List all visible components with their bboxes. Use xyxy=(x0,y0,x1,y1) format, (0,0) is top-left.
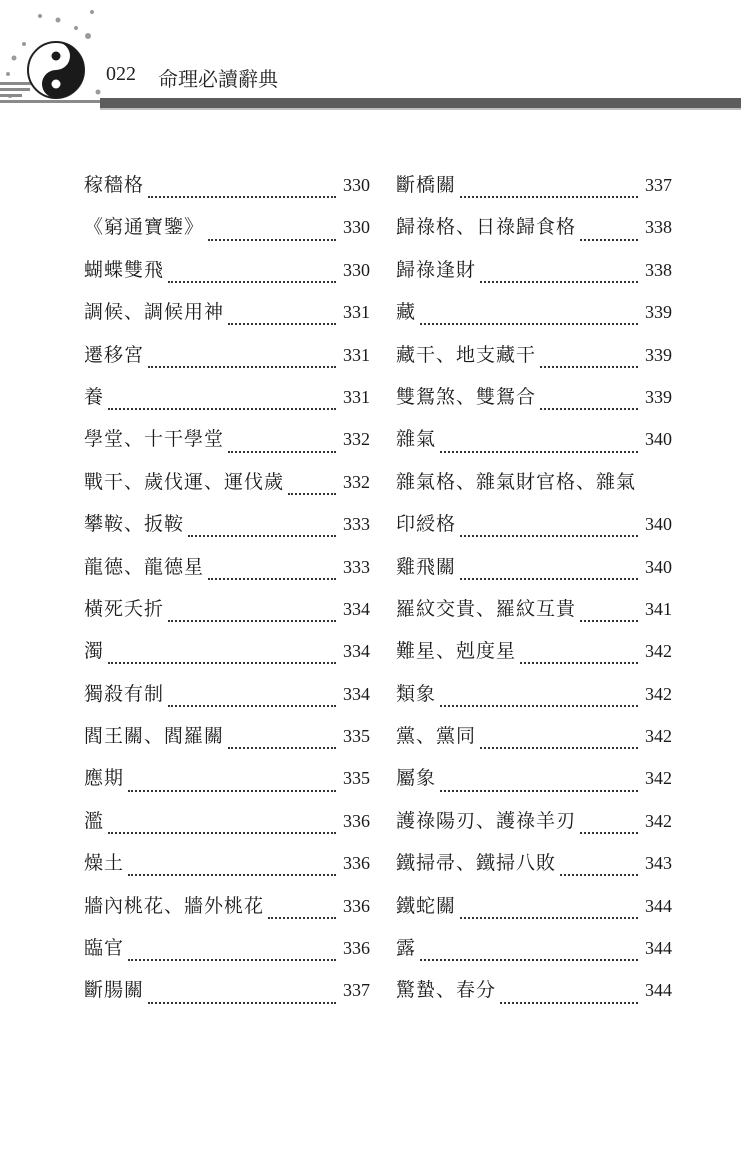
toc-entry-page: 342 xyxy=(645,641,672,662)
toc-entry-page: 339 xyxy=(645,302,672,323)
dot-leader xyxy=(460,535,638,537)
toc-entry xyxy=(396,170,672,212)
toc-entry-page: 337 xyxy=(645,175,672,195)
toc-entry xyxy=(84,636,370,678)
toc-entry xyxy=(396,679,672,721)
dot-leader xyxy=(560,874,638,876)
toc-entry-page: 342 xyxy=(645,768,672,789)
dot-leader xyxy=(268,917,336,919)
dot-leader xyxy=(480,747,638,749)
toc-entry-page: 339 xyxy=(645,386,672,407)
dot-leader xyxy=(108,662,336,664)
toc-entry-title: 應期 xyxy=(84,767,125,790)
toc-entry-page: 330 xyxy=(343,217,370,238)
toc-entry-page: 333 xyxy=(343,514,370,535)
toc-entry-page: 332 xyxy=(343,471,370,492)
dot-leader xyxy=(480,281,638,283)
toc-entry-title: 牆內桃花、牆外桃花 xyxy=(84,894,265,917)
toc-entry-title: 斷腸關 xyxy=(84,979,145,1002)
dot-leader xyxy=(540,366,638,368)
toc-entry xyxy=(396,424,672,466)
toc-entry-page: 336 xyxy=(343,853,370,874)
toc-entry xyxy=(396,806,672,848)
toc-entry xyxy=(396,509,672,551)
toc-entry-title: 印綬格 xyxy=(396,513,457,536)
toc-entry-title: 龍德、龍德星 xyxy=(84,555,205,578)
toc-entry-page: 334 xyxy=(343,683,370,704)
toc-entry xyxy=(84,594,370,636)
toc-entry-page: 330 xyxy=(343,259,370,280)
toc-entry xyxy=(84,721,370,763)
toc-entry xyxy=(396,552,672,594)
toc-entry-page: 336 xyxy=(343,810,370,831)
toc-entry xyxy=(396,297,672,339)
toc-entry-title: 閻王關、閻羅關 xyxy=(84,725,225,748)
toc-entry xyxy=(396,594,672,636)
toc-entry-page: 340 xyxy=(645,514,672,535)
dot-leader xyxy=(128,790,336,792)
toc-entry-title: 歸祿逢財 xyxy=(396,258,477,281)
toc-entry xyxy=(84,170,370,212)
dot-leader xyxy=(108,408,336,410)
dot-leader xyxy=(228,451,336,453)
toc-entry-page: 339 xyxy=(645,344,672,365)
dot-leader xyxy=(168,705,336,707)
toc-entry-title: 黨、黨同 xyxy=(396,725,477,748)
toc-entry-page: 335 xyxy=(343,726,370,747)
toc-entry-page: 336 xyxy=(343,895,370,916)
dot-leader xyxy=(148,196,336,198)
toc-entry-page: 342 xyxy=(645,683,672,704)
dot-leader xyxy=(128,874,336,876)
book-title: 命理必讀辭典 xyxy=(158,67,278,91)
toc-entry-title: 稼穡格 xyxy=(84,174,145,196)
toc-entry-title: 橫死夭折 xyxy=(84,597,165,620)
toc-entry-title: 鐵掃帚、鐵掃八敗 xyxy=(396,852,557,875)
header-decoration xyxy=(0,0,741,120)
toc-entry-page: 342 xyxy=(645,810,672,831)
toc-entry-title: 濁 xyxy=(84,640,105,663)
dot-leader xyxy=(500,1002,638,1004)
toc-entry xyxy=(84,848,370,890)
toc-entry xyxy=(84,891,370,933)
toc-entry-title: 雞飛關 xyxy=(396,555,457,578)
dot-leader xyxy=(288,493,336,495)
toc-entry xyxy=(396,933,672,975)
toc-entry-title: 類象 xyxy=(396,682,437,705)
toc-entry xyxy=(396,382,672,424)
dot-leader xyxy=(460,578,638,580)
toc-entry xyxy=(396,975,672,1017)
toc-entry-title: 羅紋交貴、羅紋互貴 xyxy=(396,597,577,620)
toc-entry xyxy=(396,212,672,254)
toc-entry-title: 攀鞍、扳鞍 xyxy=(84,513,185,536)
dot-leader xyxy=(208,578,336,580)
toc-entry xyxy=(396,721,672,763)
dot-leader xyxy=(168,620,336,622)
dot-leader xyxy=(580,239,638,241)
dot-leader xyxy=(460,196,638,198)
dot-leader xyxy=(440,790,638,792)
toc-right-column xyxy=(396,170,672,1018)
toc-entry-page: 342 xyxy=(645,726,672,747)
toc-entry-page: 340 xyxy=(645,429,672,450)
dot-leader xyxy=(188,535,336,537)
toc-entry-page: 344 xyxy=(645,980,672,1001)
toc-entry-title: 調候、調候用神 xyxy=(84,301,225,324)
toc-entry-title: 燥土 xyxy=(84,852,125,875)
toc-entry-title: 藏 xyxy=(396,301,417,324)
page-number: 022 xyxy=(106,63,136,85)
toc-entry xyxy=(84,552,370,594)
toc-entry-page: 334 xyxy=(343,641,370,662)
toc-entry-page: 344 xyxy=(645,895,672,916)
toc-entry-title: 濫 xyxy=(84,809,105,832)
toc-entry-page: 337 xyxy=(343,980,370,1001)
toc-entry xyxy=(84,679,370,721)
toc-entry-title: 戰干、歲伐運、運伐歲 xyxy=(84,470,285,493)
dot-leader xyxy=(108,832,336,834)
toc-entry xyxy=(396,891,672,933)
dot-leader xyxy=(540,408,638,410)
dot-leader xyxy=(168,281,336,283)
toc-entry-title: 驚蟄、春分 xyxy=(396,979,497,1002)
dot-leader xyxy=(208,239,336,241)
yin-yang-icon xyxy=(28,42,84,98)
toc-entry-title: 蝴蝶雙飛 xyxy=(84,258,165,281)
toc-entry xyxy=(396,340,672,382)
toc-entry-page: 330 xyxy=(343,175,370,195)
toc-entry-title: 歸祿格、日祿歸食格 xyxy=(396,216,577,239)
dot-leader xyxy=(460,917,638,919)
toc-entry-page: 343 xyxy=(645,853,672,874)
toc-entry xyxy=(396,467,672,509)
toc-entry xyxy=(84,763,370,805)
toc-entry-page: 331 xyxy=(343,386,370,407)
toc-entry xyxy=(84,340,370,382)
toc-entry xyxy=(84,424,370,466)
toc-entry-page: 332 xyxy=(343,429,370,450)
dot-leader xyxy=(440,705,638,707)
toc-entry-title: 養 xyxy=(84,385,105,408)
toc-entry xyxy=(84,933,370,975)
toc-entry xyxy=(396,255,672,297)
dot-leader xyxy=(228,323,336,325)
toc-entry xyxy=(84,467,370,509)
toc-entry-title: 鐵蛇關 xyxy=(396,894,457,917)
toc-entry-title: 學堂、十干學堂 xyxy=(84,428,225,451)
toc-entry xyxy=(396,763,672,805)
toc-entry-page: 338 xyxy=(645,259,672,280)
dot-leader xyxy=(228,747,336,749)
toc-entry-title: 屬象 xyxy=(396,767,437,790)
toc-entry-title: 遷移宮 xyxy=(84,343,145,366)
toc-entry xyxy=(84,255,370,297)
toc-entry xyxy=(84,212,370,254)
toc-entry xyxy=(84,975,370,1017)
toc-entry xyxy=(84,806,370,848)
dot-leader xyxy=(580,620,638,622)
dot-leader xyxy=(420,323,638,325)
toc-entry-page: 341 xyxy=(645,598,672,619)
toc-entry xyxy=(84,382,370,424)
toc-entry-title: 藏干、地支藏干 xyxy=(396,343,537,366)
toc-entry-title: 雙鴛煞、雙鴛合 xyxy=(396,385,537,408)
toc-entry-title: 難星、剋度星 xyxy=(396,640,517,663)
toc-entry-title: 臨官 xyxy=(84,937,125,960)
toc-entry-page: 333 xyxy=(343,556,370,577)
toc-entry-title: 《窮通寶鑒》 xyxy=(84,216,205,239)
toc-entry xyxy=(396,636,672,678)
toc-entry-page: 344 xyxy=(645,938,672,959)
toc-entry-page: 340 xyxy=(645,556,672,577)
toc-entry-title: 雜氣 xyxy=(396,428,437,451)
toc-entry-page: 335 xyxy=(343,768,370,789)
toc-entry-title: 雜氣格、雜氣財官格、雜氣 xyxy=(396,470,637,493)
toc-entry-title: 斷橋關 xyxy=(396,174,457,196)
toc-entry-title: 露 xyxy=(396,937,417,960)
dot-leader xyxy=(440,451,638,453)
toc-entry-page: 336 xyxy=(343,938,370,959)
dot-leader xyxy=(148,1002,336,1004)
toc-entry-page: 334 xyxy=(343,598,370,619)
toc-entry xyxy=(84,509,370,551)
dot-leader xyxy=(520,662,638,664)
dot-leader xyxy=(128,959,336,961)
toc-entry-page: 331 xyxy=(343,344,370,365)
page-header xyxy=(0,0,741,120)
toc-entry-page: 331 xyxy=(343,302,370,323)
toc-left-column xyxy=(84,170,370,1018)
toc-entry-page: 338 xyxy=(645,217,672,238)
toc-entry-title: 護祿陽刃、護祿羊刃 xyxy=(396,809,577,832)
toc-entry-title: 獨殺有制 xyxy=(84,682,165,705)
dot-leader xyxy=(148,366,336,368)
toc-entry xyxy=(84,297,370,339)
toc-entry xyxy=(396,848,672,890)
dot-leader xyxy=(580,832,638,834)
dot-leader xyxy=(420,959,638,961)
